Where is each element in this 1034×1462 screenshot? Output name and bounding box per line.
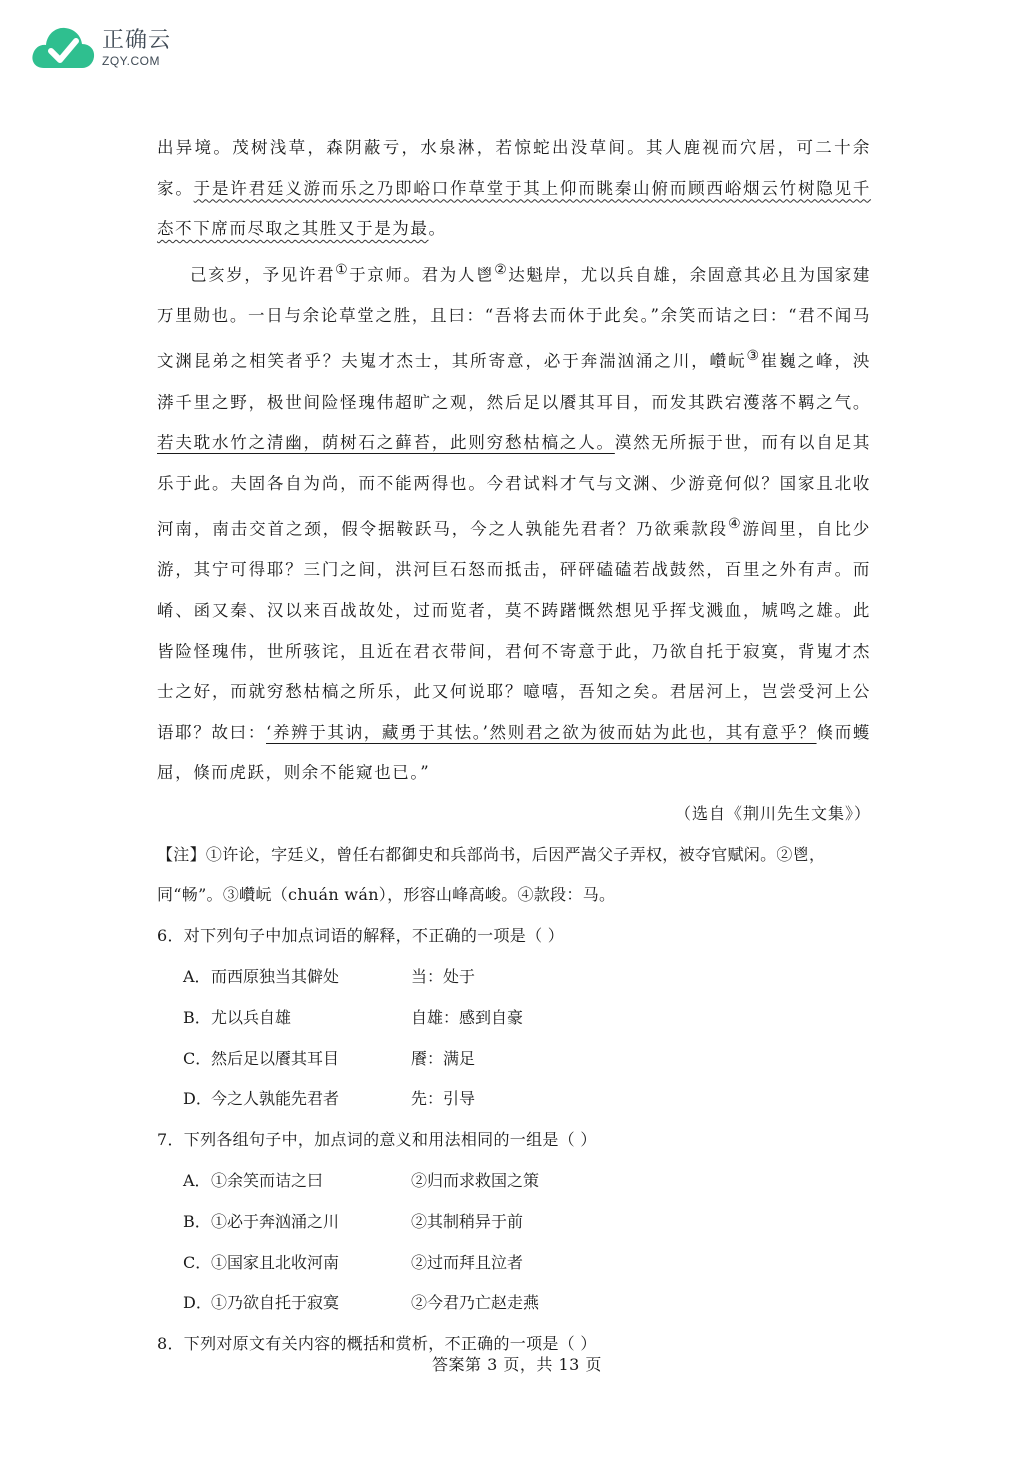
option-key: C． <box>183 1048 212 1068</box>
option-sentence: 今之人孰能先君者 <box>211 1089 340 1109</box>
footnote-marker: ① <box>335 261 350 278</box>
footnote-marker: ③ <box>746 348 761 365</box>
footnote-marker: ④ <box>728 516 743 533</box>
passage-text: 于京师。君为人鬯 <box>349 265 495 285</box>
answer-option[interactable] <box>183 1039 871 1080</box>
passage-text: 倏而蠖屈，倏而虎跃，则余不能窥也已。” <box>157 722 871 783</box>
wavy-underlined-sentence: 于是许君廷义游而乐之乃即峪口作草堂于其上仰而眺秦山俯而顾西峪烟云竹树隐见千态不下席而尽取之其胜又于是为最 <box>157 178 872 239</box>
option-sentence: 尤以兵自雄 <box>211 1007 292 1027</box>
question-stem: 8．下列对原文有关内容的概括和赏析，不正确的一项是（ ） <box>157 1334 597 1354</box>
logo-name-en: ZQY.COM <box>102 53 160 68</box>
option-key: A． <box>183 1170 211 1190</box>
logo <box>30 22 171 74</box>
passage-text: 游闾里，自比少游，其宁可得耶？三门之间，洪河巨石怒而抵击，砰砰磕磕若战鼓然，百里之外有声。而崤、函又秦、汉以来百战故处，过而览者，莫不踌躇慨然想见乎挥戈溅血，虓鸣之雄。此皆险怪瑰伟，世所骇诧，且近在君衣带间，君何不寄意于此，乃欲自托于寂寞，背嵬才杰士之好，而就穷愁枯槁之所乐，此又何说耶？噫嘻，吾知之矣。君居河上，岂尝受河上公语耶？故曰： <box>157 519 871 742</box>
option-explanation: 餍：满足 <box>411 1048 476 1068</box>
notes-label: 【注】 <box>157 844 206 864</box>
passage-source: （选自《荆川先生文集》） <box>674 804 871 823</box>
option-explanation: 先：引导 <box>411 1089 476 1109</box>
option-explanation: 自雄：感到自豪 <box>411 1007 524 1027</box>
option-sentence-2: ②过而拜且泣者 <box>411 1252 524 1272</box>
answer-option[interactable] <box>183 957 871 998</box>
option-sentence: 而西原独当其僻处 <box>211 966 340 986</box>
option-explanation: 当：处于 <box>411 966 476 986</box>
option-key: C． <box>183 1252 212 1272</box>
option-key: D． <box>183 1089 212 1109</box>
option-sentence-1: ①必于奔汹涌之川 <box>211 1211 340 1231</box>
logo-name-cn: 正确云 <box>102 27 172 53</box>
question-stem: 7．下列各组句子中，加点词的意义和用法相同的一组是（ ） <box>157 1130 597 1150</box>
underlined-sentence: 若夫耽水竹之清幽，荫树石之藓苔，此则穷愁枯槁之人。 <box>157 433 615 453</box>
answer-option[interactable] <box>183 998 871 1039</box>
passage-text: 出异境。茂树浅草，森阴蔽亏，水泉淋，若惊蛇出没草间。其人鹿视而穴居，可二十余家。 <box>157 138 871 198</box>
option-sentence-2: ②其制稍异于前 <box>411 1211 524 1231</box>
option-key: B． <box>183 1007 211 1027</box>
passage-text: 己亥岁，予见许君 <box>190 265 336 285</box>
notes-text: ①许论，字廷义，曾任右都御史和兵部尚书，后因严嵩父子弄权，被夺官赋闲。②鬯，同“畅”。③巑岏（chuán wán），形容山峰高峻。④款段：马。 <box>157 844 826 905</box>
option-sentence-1: ①国家且北收河南 <box>211 1252 340 1272</box>
passage-text: 。 <box>428 219 447 239</box>
answer-option[interactable] <box>183 1283 871 1324</box>
option-key: A． <box>183 966 211 986</box>
option-sentence-2: ②今君乃亡赵走燕 <box>411 1293 540 1313</box>
cloud-check-icon <box>30 22 96 74</box>
footnote-marker: ② <box>494 261 509 278</box>
underlined-sentence: ‘养辨于其讷，藏勇于其怯。’然则君之欲为彼而姑为此也，其有意乎？ <box>266 722 817 742</box>
answer-option[interactable] <box>183 1202 871 1243</box>
option-key: B． <box>183 1211 211 1231</box>
option-sentence-1: ①余笑而诘之曰 <box>211 1170 324 1190</box>
option-sentence: 然后足以餍其耳目 <box>211 1048 340 1068</box>
annotation-notes <box>157 835 871 917</box>
passage-text: 崔巍之峰，泱漭千里之野，极世间险怪瑰伟超旷之观，然后足以餍其耳目，而发其跌宕濩落不羁之气。 <box>157 351 871 412</box>
option-sentence-1: ①乃欲自托于寂寞 <box>211 1293 340 1313</box>
answer-option[interactable] <box>183 1243 871 1284</box>
page-content <box>157 128 871 1365</box>
passage-text: 漠然无所振于世，而有以自足其乐于此。夫固各自为尚，而不能两得也。今君试料才气与文渊、少游竟何似？国家且北收河南，南击交首之颈，假令据鞍跃马，今之人孰能先君者？乃欲乘款段 <box>157 433 871 539</box>
answer-option[interactable] <box>183 1079 871 1120</box>
passage-text: 达魁岸，尤以兵自雄，余固意其必且为国家建万里勋也。一日与余论草堂之胜，且曰：“吾将去而休于此矣。”余笑而诘之曰：“君不闻马文渊昆弟之相笑者乎？夫嵬才杰士，其所寄意，必于奔湍汹涌之川，巑岏 <box>157 265 871 371</box>
passage-paragraph-2 <box>157 250 871 794</box>
page-footer: 答案第 3 页，共 13 页 <box>432 1355 602 1374</box>
question-stem: 6．对下列句子中加点词语的解释，不正确的一项是（ ） <box>157 926 565 946</box>
passage-paragraph-1 <box>157 128 871 250</box>
answer-option[interactable] <box>183 1161 871 1202</box>
option-key: D． <box>183 1293 212 1313</box>
option-sentence-2: ②归而求救国之策 <box>411 1170 540 1190</box>
